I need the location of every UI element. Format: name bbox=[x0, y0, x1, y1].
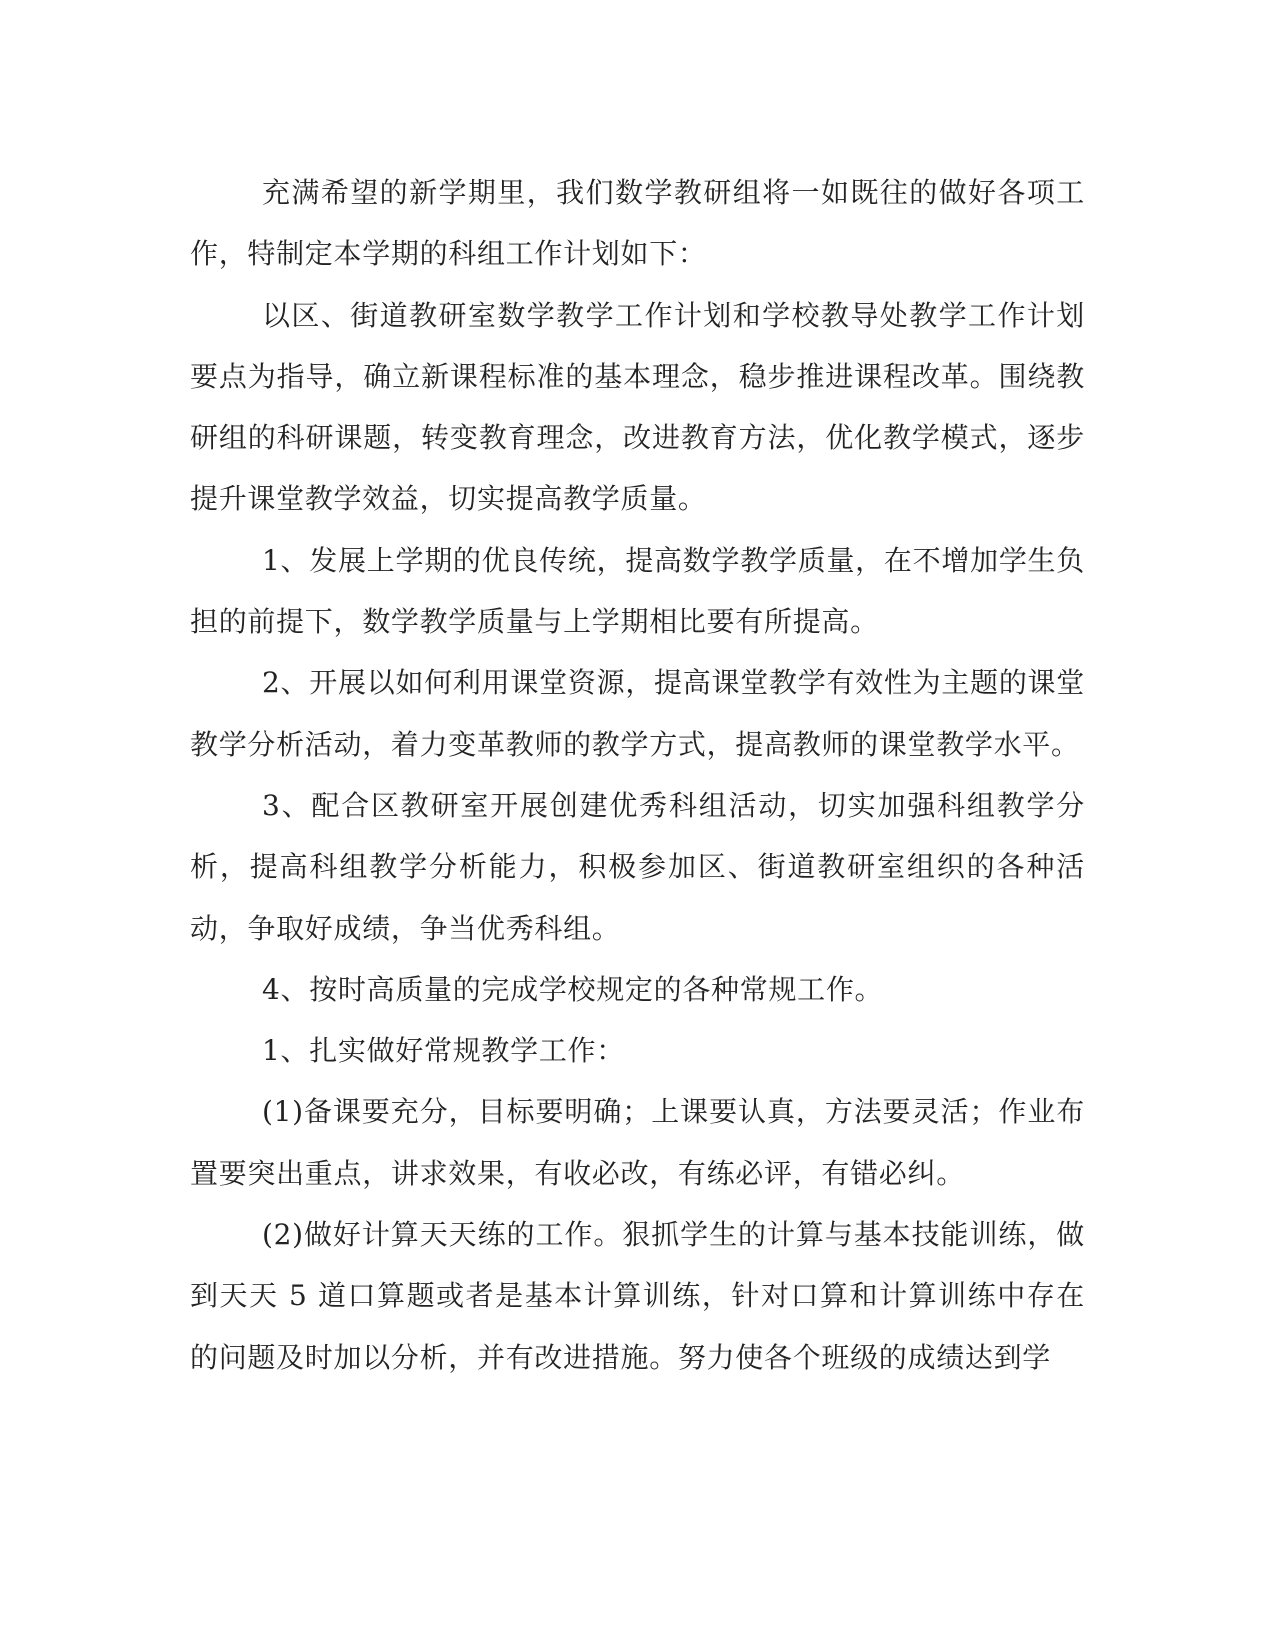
paragraph-guiding-ideology: 以区、街道教研室数学教学工作计划和学校教导处教学工作计划要点为指导，确立新课程标准的基本理念，稳步推进课程改革。围绕教研组的科研课题，转变教育理念，改进教育方法，优化教学模式，逐步提升课堂教学效益，切实提高教学质量。 bbox=[190, 298, 1085, 516]
document-body bbox=[190, 162, 1085, 1388]
paragraph-intro: 充满希望的新学期里，我们数学教研组将一如既往的做好各项工作，特制定本学期的科组工作计划如下： bbox=[190, 176, 1085, 271]
paragraph-goal-3: 3、配合区教研室开展创建优秀科组活动，切实加强科组教学分析，提高科组教学分析能力，积极参加区、街道教研室组织的各种活动，争取好成绩，争当优秀科组。 bbox=[190, 788, 1085, 945]
paragraph-goal-2: 2、开展以如何利用课堂资源，提高课堂教学有效性为主题的课堂教学分析活动，着力变革教师的教学方式，提高教师的课堂教学水平。 bbox=[190, 666, 1085, 761]
paragraph-measure-1: 1、扎实做好常规教学工作： bbox=[262, 1034, 625, 1068]
paragraph-measure-1-item-1: (1)备课要充分，目标要明确；上课要认真，方法要灵活；作业布置要突出重点，讲求效果，有收必改，有练必评，有错必纠。 bbox=[190, 1095, 1085, 1190]
paragraph-goal-4: 4、按时高质量的完成学校规定的各种常规工作。 bbox=[262, 972, 884, 1006]
paragraph-measure-1-item-2: (2)做好计算天天练的工作。狠抓学生的计算与基本技能训练，做到天天 5 道口算题或者是基本计算训练，针对口算和计算训练中存在的问题及时加以分析，并有改进措施。努力使各个班级的成绩达到学 bbox=[190, 1218, 1085, 1374]
paragraph-goal-1: 1、发展上学期的优良传统，提高数学教学质量，在不增加学生负担的前提下，数学教学质量与上学期相比要有所提高。 bbox=[190, 543, 1085, 639]
